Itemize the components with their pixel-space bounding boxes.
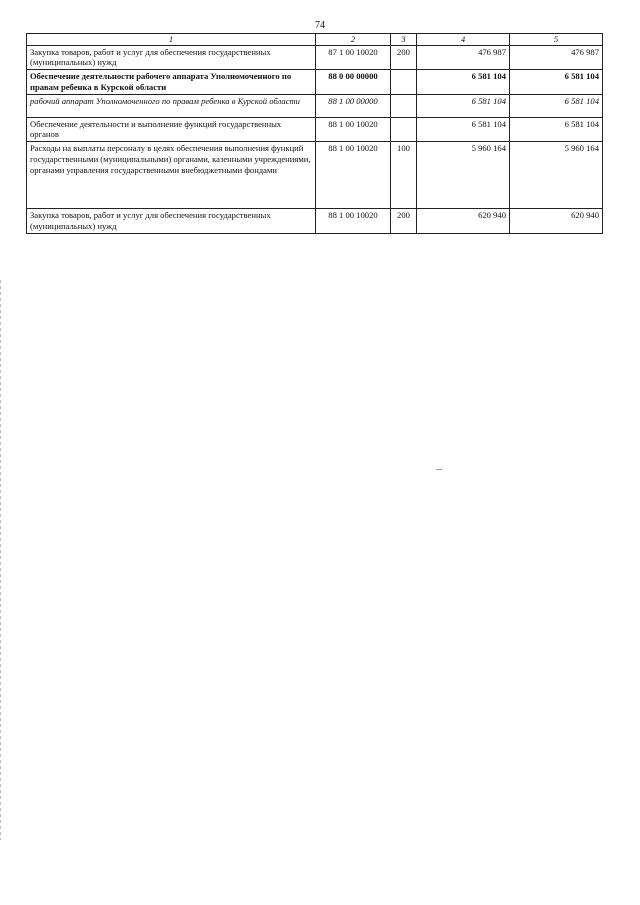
row-target-code: 87 1 00 10020: [316, 45, 391, 69]
row-expense-type: [391, 117, 417, 141]
budget-table: [26, 33, 603, 234]
page-number: 74: [315, 20, 325, 31]
row-amount-col5: 5 960 164: [510, 142, 603, 209]
row-amount-col4: 6 581 104: [417, 94, 510, 117]
table-row: [27, 70, 603, 94]
row-amount-col5: 620 940: [510, 209, 603, 233]
row-target-code: 88 0 00 00000: [316, 70, 391, 94]
table-row: [27, 209, 603, 233]
row-target-code: 88 1 00 10020: [316, 142, 391, 209]
column-header-5: 5: [510, 34, 603, 46]
row-amount-col4: 476 987: [417, 45, 510, 69]
row-name: рабочий аппарат Уполномоченного по правам ребенка в Курской области: [27, 94, 316, 117]
row-amount-col4: 620 940: [417, 209, 510, 233]
row-amount-col5: 6 581 104: [510, 94, 603, 117]
column-header-4: 4: [417, 34, 510, 46]
row-amount-col4: 6 581 104: [417, 70, 510, 94]
row-expense-type: 200: [391, 45, 417, 69]
table-row: [27, 142, 603, 209]
row-name: Закупка товаров, работ и услуг для обеспечения государственных (муниципальных) нужд: [27, 45, 316, 69]
column-header-3: 3: [391, 34, 417, 46]
row-name: Обеспечение деятельности и выполнение функций государственных органов: [27, 117, 316, 141]
row-amount-col4: 5 960 164: [417, 142, 510, 209]
scan-mark: [436, 469, 442, 470]
table-row: [27, 94, 603, 117]
row-name: Расходы на выплаты персоналу в целях обеспечения выполнения функций государственными (муниципальными) органами, казенными учреждениями, органами управления государственными внебюджетными фондами: [27, 142, 316, 209]
row-amount-col5: 6 581 104: [510, 70, 603, 94]
row-name: Обеспечение деятельности рабочего аппарата Уполномоченного по правам ребенка в Курской области: [27, 70, 316, 94]
column-header-2: 2: [316, 34, 391, 46]
row-name: Закупка товаров, работ и услуг для обеспечения государственных (муниципальных) нужд: [27, 209, 316, 233]
row-expense-type: [391, 70, 417, 94]
row-expense-type: 200: [391, 209, 417, 233]
row-expense-type: 100: [391, 142, 417, 209]
table-row: [27, 45, 603, 69]
row-amount-col5: 476 987: [510, 45, 603, 69]
row-expense-type: [391, 94, 417, 117]
table-row: [27, 117, 603, 141]
row-target-code: 88 1 00 00000: [316, 94, 391, 117]
row-amount-col4: 6 581 104: [417, 117, 510, 141]
table-header-row: [27, 34, 603, 46]
row-amount-col5: 6 581 104: [510, 117, 603, 141]
row-target-code: 88 1 00 10020: [316, 117, 391, 141]
scan-edge-mark: [0, 280, 1, 840]
row-target-code: 88 1 00 10020: [316, 209, 391, 233]
column-header-1: 1: [27, 34, 316, 46]
